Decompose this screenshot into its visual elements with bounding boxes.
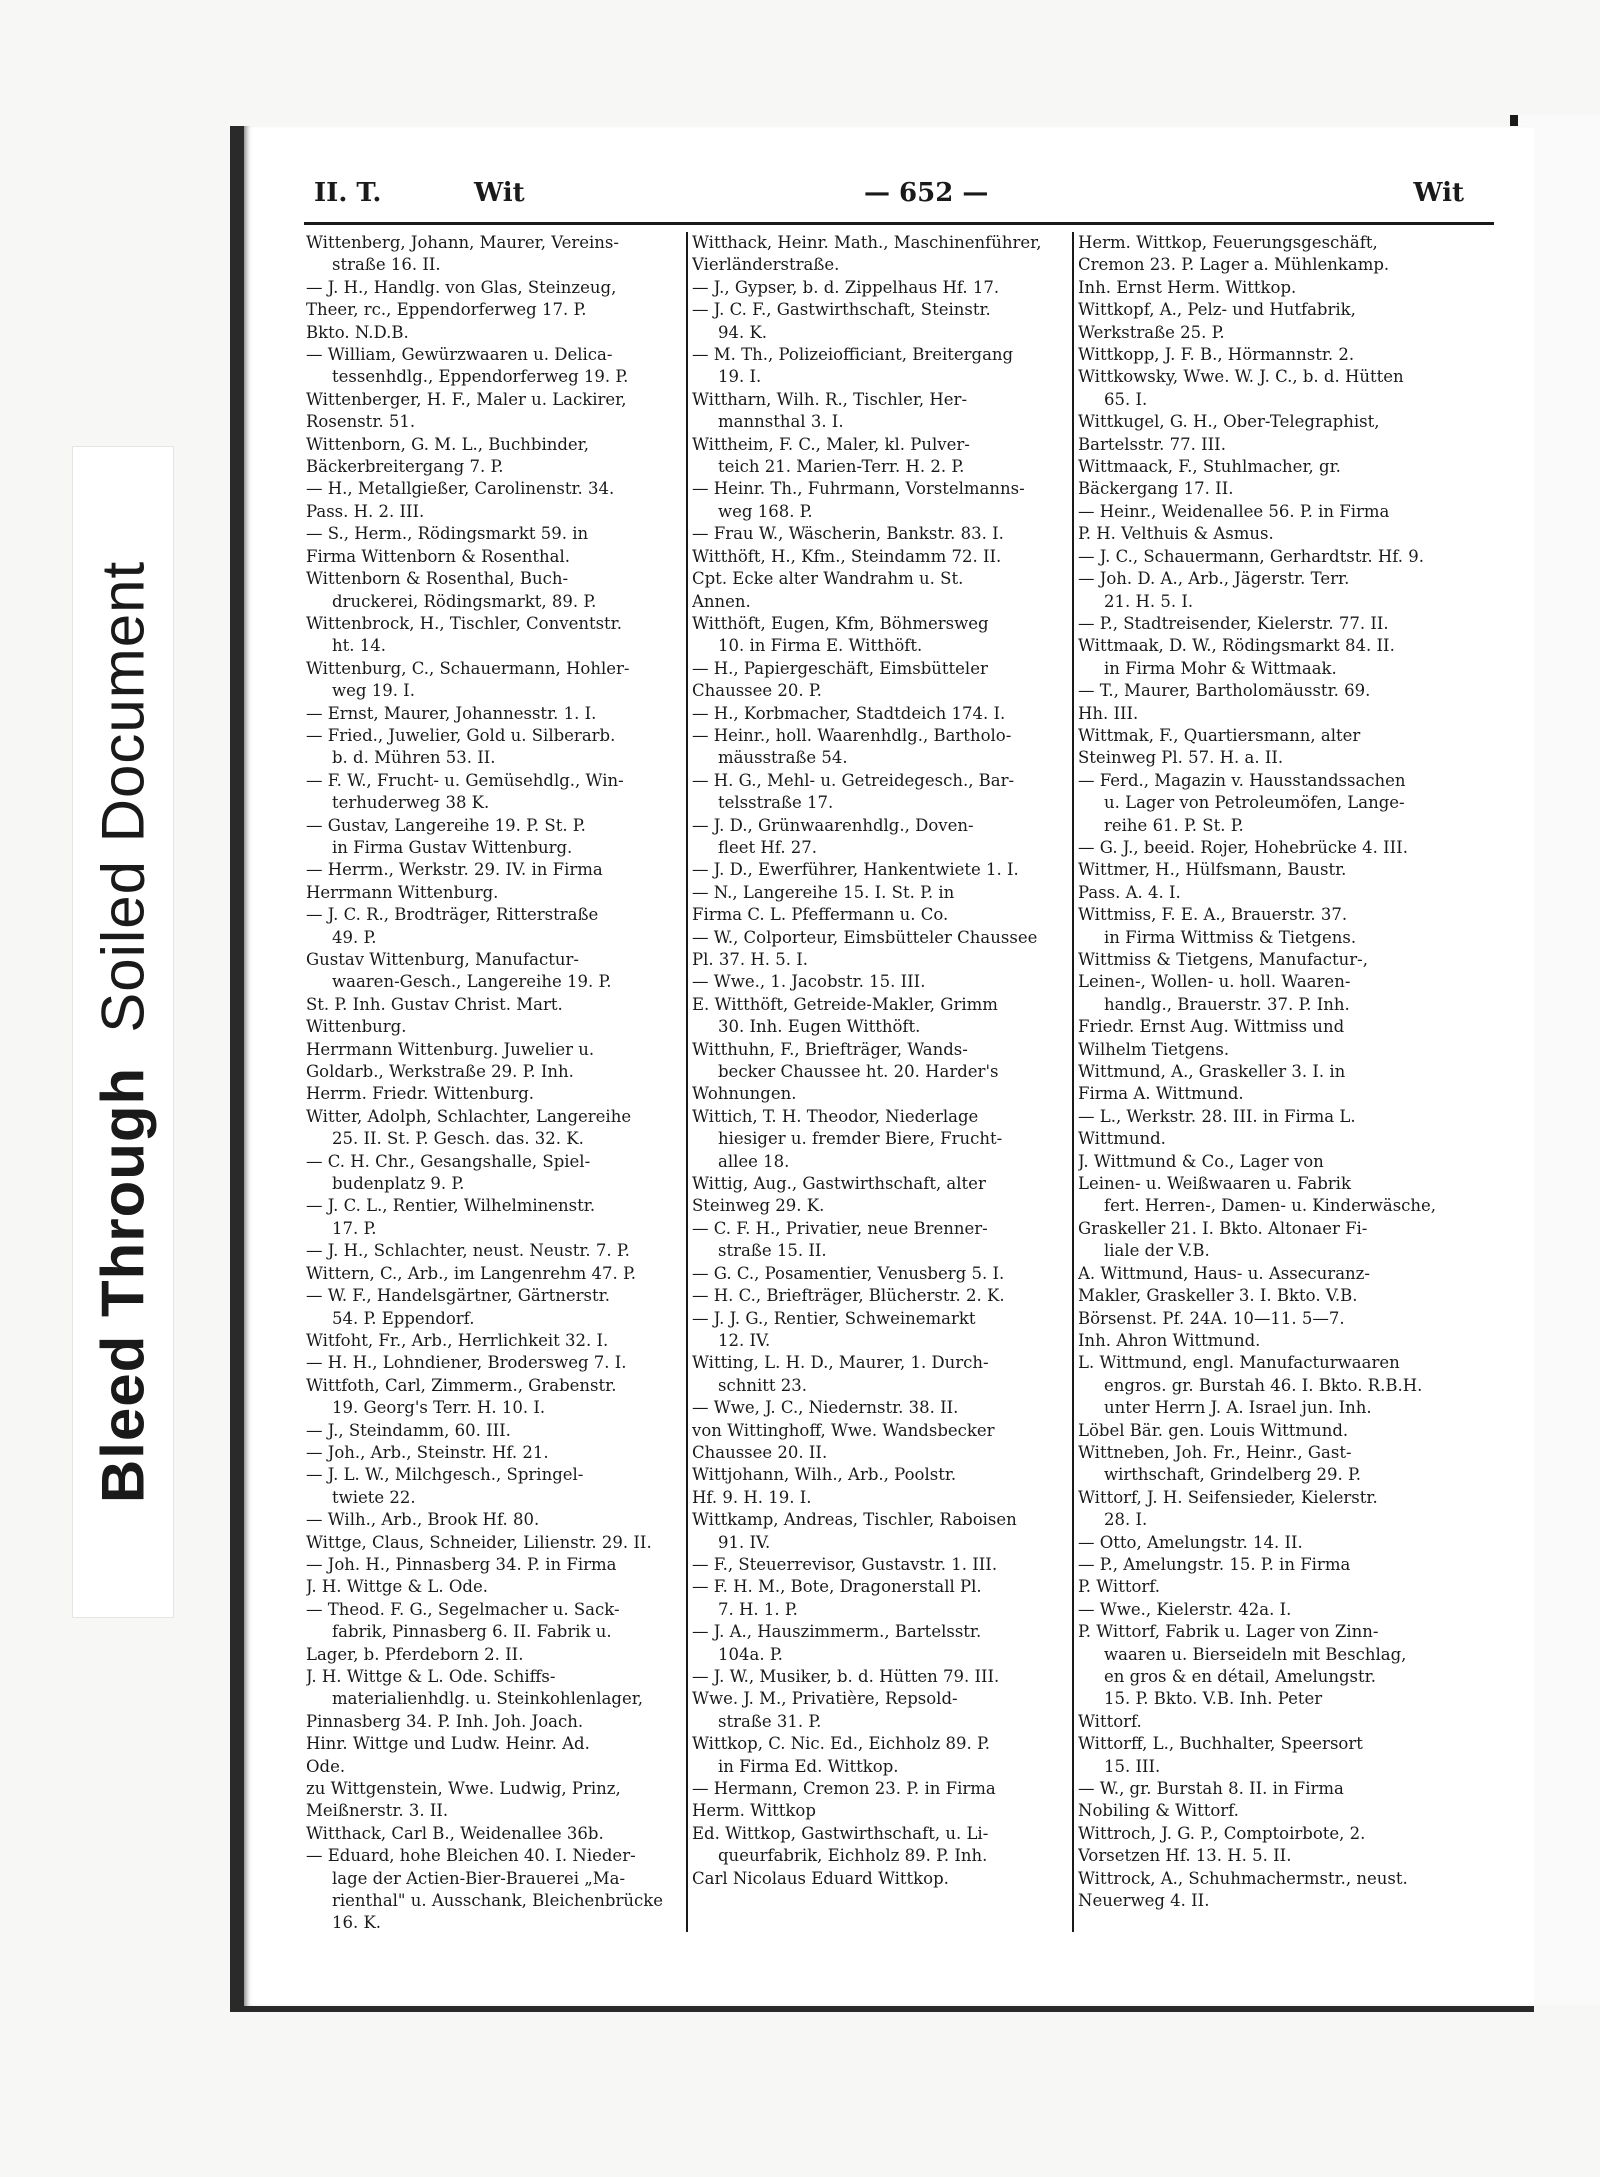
entry-line: Herrmann Wittenburg. xyxy=(306,882,499,902)
entry-line: — J. C. L., Rentier, Wilhelminenstr. xyxy=(306,1196,596,1216)
entry-line: Pl. 37. H. 5. I. xyxy=(692,950,808,969)
entry-line: 17. P. xyxy=(332,1218,377,1238)
entry-line: Wittrock, A., Schuhmachermstr., neust. xyxy=(1078,1868,1408,1888)
entry-line: — J., Steindamm, 60. III. xyxy=(306,1420,511,1440)
entry-line: Wittkopp, J. F. B., Hörmannstr. 2. xyxy=(1078,345,1355,365)
entry-line: 65. I. xyxy=(1104,389,1148,409)
entry-line: — H. G., Mehl- u. Getreidegesch., Bar- xyxy=(692,770,1015,790)
entry-line: — Theod. F. G., Segelmacher u. Sack- xyxy=(306,1599,620,1619)
entry-line: Witthöft, H., Kfm., Steindamm 72. II. xyxy=(692,546,1002,566)
entry-line: telsstraße 17. xyxy=(718,793,834,813)
entry-line: Firma C. L. Pfeffermann u. Co. xyxy=(692,905,949,925)
entry-line: Wittkamp, Andreas, Tischler, Raboisen xyxy=(692,1510,1017,1530)
entry-line: materialienhdlg. u. Steinkohlenlager, xyxy=(332,1689,644,1709)
entry-line: Wittmiss, F. E. A., Brauerstr. 37. xyxy=(1078,905,1348,925)
entry-line: mannsthal 3. I. xyxy=(718,412,844,432)
entry-line: 19. Georg's Terr. H. 10. I. xyxy=(332,1398,546,1418)
entry-line: — T., Maurer, Bartholomäusstr. 69. xyxy=(1078,681,1371,701)
directory-page xyxy=(230,126,1534,2012)
entry-line: Herrmann Wittenburg. Juwelier u. xyxy=(306,1039,595,1059)
entry-line: Hh. III. xyxy=(1078,703,1139,723)
entry-line: Wittenbrock, H., Tischler, Conventstr. xyxy=(306,613,623,633)
entry-line: — Eduard, hohe Bleichen 40. I. Nieder- xyxy=(306,1846,636,1866)
entry-line: Witfoht, Fr., Arb., Herrlichkeit 32. I. xyxy=(306,1330,609,1350)
entry-line: Wittfoth, Carl, Zimmerm., Grabenstr. xyxy=(306,1375,617,1395)
entry-line: druckerei, Rödingsmarkt, 89. P. xyxy=(332,591,597,611)
entry-line: Werkstraße 25. P. xyxy=(1078,322,1225,342)
entry-line: Wittharn, Wilh. R., Tischler, Her- xyxy=(692,389,968,409)
entry-line: — J. C. R., Brodträger, Ritterstraße xyxy=(306,905,599,925)
entry-line: schnitt 23. xyxy=(718,1375,807,1395)
entry-line: — H., Papiergeschäft, Eimsbütteler xyxy=(692,658,988,678)
entry-line: — J. A., Hauszimmerm., Bartelsstr. xyxy=(692,1622,982,1642)
entry-line: Wittroch, J. G. P., Comptoirbote, 2. xyxy=(1078,1823,1366,1843)
entry-line: P. H. Velthuis & Asmus. xyxy=(1078,524,1274,544)
entry-line: J. H. Wittge & L. Ode. Schiffs- xyxy=(306,1667,556,1686)
entry-line: Wilhelm Tietgens. xyxy=(1078,1039,1230,1059)
entry-line: — P., Stadtreisender, Kielerstr. 77. II. xyxy=(1078,613,1389,633)
entry-line: — S., Herm., Rödingsmarkt 59. in xyxy=(306,524,589,544)
entry-line: 10. in Firma E. Witthöft. xyxy=(718,636,923,656)
entry-line: Cpt. Ecke alter Wandrahm u. St. xyxy=(692,569,964,589)
entry-line: weg 19. I. xyxy=(332,681,415,701)
entry-line: 16. K. xyxy=(332,1913,382,1933)
entry-line: — Otto, Amelungstr. 14. II. xyxy=(1078,1532,1303,1552)
entry-line: Börsenst. Pf. 24A. 10—11. 5—7. xyxy=(1078,1308,1345,1328)
entry-line: Leinen- u. Weißwaaren u. Fabrik xyxy=(1078,1174,1351,1194)
entry-line: — C. F. H., Privatier, neue Brenner- xyxy=(692,1218,988,1238)
entry-line: — N., Langereihe 15. I. St. P. in xyxy=(692,882,955,902)
entry-line: 12. IV. xyxy=(718,1330,771,1350)
entry-line: Wittmak, F., Quartiersmann, alter xyxy=(1078,725,1361,745)
entry-line: in Firma Mohr & Wittmaak. xyxy=(1104,658,1337,678)
entry-line: — C. H. Chr., Gesangshalle, Spiel- xyxy=(306,1151,591,1171)
entry-line: Chaussee 20. II. xyxy=(692,1442,828,1462)
entry-line: — M. Th., Polizeiofficiant, Breitergang xyxy=(692,345,1014,365)
bleed-through-label: Bleed Through xyxy=(89,1066,157,1504)
entry-line: becker Chaussee ht. 20. Harder's xyxy=(718,1062,999,1082)
entry-line: Wittenburg. xyxy=(306,1017,407,1037)
volume-marker: II. T. xyxy=(314,178,382,208)
entry-line: — Gustav, Langereihe 19. P. St. P. xyxy=(306,815,586,835)
entry-line: — J. J. G., Rentier, Schweinemarkt xyxy=(692,1308,976,1328)
page-header xyxy=(314,178,1494,218)
entry-line: — William, Gewürzwaaren u. Delica- xyxy=(306,345,613,365)
entry-line: allee 18. xyxy=(718,1151,790,1171)
entry-line: handlg., Brauerstr. 37. P. Inh. xyxy=(1104,994,1350,1014)
entry-line: P. Wittorf. xyxy=(1078,1577,1161,1597)
entry-line: ht. 14. xyxy=(332,636,386,656)
entry-line: Wittenborn, G. M. L., Buchbinder, xyxy=(306,434,589,454)
entry-line: 49. P. xyxy=(332,927,377,947)
entry-line: Wittge, Claus, Schneider, Lilienstr. 29. II. xyxy=(306,1532,652,1552)
entry-line: — J. H., Handlg. von Glas, Steinzeug, xyxy=(306,277,617,297)
entry-line: J. H. Wittge & L. Ode. xyxy=(306,1577,488,1597)
entry-line: straße 15. II. xyxy=(718,1241,827,1261)
entry-line: — Frau W., Wäscherin, Bankstr. 83. I. xyxy=(692,524,1004,544)
entry-line: reihe 61. P. St. P. xyxy=(1104,815,1244,835)
entry-line: Wittenberger, H. F., Maler u. Lackirer, xyxy=(306,389,627,409)
entry-line: P. Wittorf, Fabrik u. Lager von Zinn- xyxy=(1078,1622,1379,1642)
entry-line: — Heinr. Th., Fuhrmann, Vorstelmanns- xyxy=(692,479,1025,499)
entry-line: L. Wittmund, engl. Manufacturwaaren xyxy=(1078,1353,1400,1373)
entry-line: Wittmer, H., Hülfsmann, Baustr. xyxy=(1078,860,1347,880)
entry-line: Chaussee 20. P. xyxy=(692,681,822,701)
entry-line: Wittkop, C. Nic. Ed., Eichholz 89. P. xyxy=(692,1734,990,1754)
entry-line: Gustav Wittenburg, Manufactur- xyxy=(306,950,579,969)
entry-line: in Firma Wittmiss & Tietgens. xyxy=(1104,927,1357,947)
entry-line: Goldarb., Werkstraße 29. P. Inh. xyxy=(306,1062,574,1082)
left-catchword: Wit xyxy=(474,178,525,208)
entry-line: — J. C., Schauermann, Gerhardtstr. Hf. 9. xyxy=(1078,546,1425,566)
entry-line: 91. IV. xyxy=(718,1532,771,1552)
entry-line: Friedr. Ernst Aug. Wittmiss und xyxy=(1078,1017,1345,1037)
entry-line: 15. III. xyxy=(1104,1756,1161,1776)
entry-line: A. Wittmund, Haus- u. Assecuranz- xyxy=(1078,1263,1370,1283)
entry-line: — J. L. W., Milchgesch., Springel- xyxy=(306,1465,584,1485)
entry-line: Wittenburg, C., Schauermann, Hohler- xyxy=(306,658,630,678)
entry-line: Pinnasberg 34. P. Inh. Joh. Joach. xyxy=(306,1711,584,1731)
entry-line: — F. W., Frucht- u. Gemüsehdlg., Win- xyxy=(306,770,624,790)
column-divider xyxy=(686,232,688,1932)
label-text xyxy=(89,561,158,1503)
entry-line: Firma Wittenborn & Rosenthal. xyxy=(306,546,570,566)
entry-line: Wittenberg, Johann, Maurer, Vereins- xyxy=(306,233,619,252)
entry-line: Wittneben, Joh. Fr., Heinr., Gast- xyxy=(1078,1442,1352,1462)
entry-line: Witter, Adolph, Schlachter, Langereihe xyxy=(306,1106,632,1126)
entry-line: Meißnerstr. 3. II. xyxy=(306,1801,449,1821)
entry-line: mäusstraße 54. xyxy=(718,748,848,768)
page-number: — 652 — xyxy=(864,178,989,208)
entry-line: fleet Hf. 27. xyxy=(718,837,818,857)
column-2 xyxy=(692,232,1072,1952)
entry-line: Ed. Wittkop, Gastwirthschaft, u. Li- xyxy=(692,1823,989,1843)
entry-line: — Ernst, Maurer, Johannesstr. 1. I. xyxy=(306,703,597,723)
entry-line: queurfabrik, Eichholz 89. P. Inh. xyxy=(718,1846,988,1866)
entry-line: Nobiling & Wittorf. xyxy=(1078,1801,1239,1821)
entry-line: — F. H. M., Bote, Dragonerstall Pl. xyxy=(692,1577,982,1597)
entry-line: Wittich, T. H. Theodor, Niederlage xyxy=(692,1106,979,1126)
entry-line: — Heinr., holl. Waarenhdlg., Bartholo- xyxy=(692,725,1012,745)
entry-line: Steinweg Pl. 57. H. a. II. xyxy=(1078,748,1284,768)
entry-line: Steinweg 29. K. xyxy=(692,1196,825,1216)
entry-line: — J. W., Musiker, b. d. Hütten 79. III. xyxy=(692,1667,1000,1686)
scan-condition-label xyxy=(72,446,174,1618)
entry-line: Witting, L. H. D., Maurer, 1. Durch- xyxy=(692,1353,989,1373)
entry-line: Lager, b. Pferdeborn 2. II. xyxy=(306,1644,524,1664)
entry-line: Firma A. Wittmund. xyxy=(1078,1084,1244,1104)
entry-line: — Ferd., Magazin v. Hausstandssachen xyxy=(1078,770,1406,790)
entry-line: tessenhdlg., Eppendorferweg 19. P. xyxy=(332,367,629,387)
entry-line: Ode. xyxy=(306,1756,346,1776)
entry-line: Makler, Graskeller 3. I. Bkto. V.B. xyxy=(1078,1286,1358,1306)
entry-line: Wohnungen. xyxy=(692,1084,797,1104)
entry-line: en gros & en détail, Amelungstr. xyxy=(1104,1667,1376,1686)
entry-line: — J. D., Ewerführer, Hankentwiete 1. I. xyxy=(692,860,1019,880)
entry-line: in Firma Gustav Wittenburg. xyxy=(332,837,573,857)
entry-line: 28. I. xyxy=(1104,1510,1148,1530)
entry-line: — Fried., Juwelier, Gold u. Silberarb. xyxy=(306,725,616,745)
entry-line: 104a. P. xyxy=(718,1644,783,1664)
entry-line: Herm. Wittkop xyxy=(692,1801,816,1821)
entry-line: — J. H., Schlachter, neust. Neustr. 7. P. xyxy=(306,1241,630,1261)
entry-line: — Wilh., Arb., Brook Hf. 80. xyxy=(306,1510,540,1530)
entry-line: — H., Metallgießer, Carolinenstr. 34. xyxy=(306,479,615,499)
entry-line: Theer, rc., Eppendorferweg 17. P. xyxy=(306,300,587,320)
entry-line: — H., Korbmacher, Stadtdeich 174. I. xyxy=(692,703,1006,723)
entry-line: E. Witthöft, Getreide-Makler, Grimm xyxy=(692,994,998,1014)
entry-line: 25. II. St. P. Gesch. das. 32. K. xyxy=(332,1129,584,1149)
entry-line: Witthöft, Eugen, Kfm, Böhmersweg xyxy=(692,613,989,633)
entry-line: Vorsetzen Hf. 13. H. 5. II. xyxy=(1078,1846,1292,1866)
column-divider xyxy=(1072,232,1074,1932)
entry-line: — Joh., Arb., Steinstr. Hf. 21. xyxy=(306,1442,549,1462)
entry-line: Wittkugel, G. H., Ober-Telegraphist, xyxy=(1078,412,1380,432)
column-3 xyxy=(1078,232,1478,1952)
entry-line: Bäckerbreitergang 7. P. xyxy=(306,457,504,477)
entry-line: weg 168. P. xyxy=(718,501,813,521)
entry-line: Inh. Ahron Wittmund. xyxy=(1078,1330,1261,1350)
entry-line: twiete 22. xyxy=(332,1487,416,1507)
entry-line: — G. J., beeid. Rojer, Hohebrücke 4. III. xyxy=(1078,837,1408,857)
entry-line: Wittmund, A., Graskeller 3. I. in xyxy=(1078,1062,1346,1082)
entry-line: waaren-Gesch., Langereihe 19. P. xyxy=(332,972,612,992)
entry-line: waaren u. Bierseideln mit Beschlag, xyxy=(1104,1644,1407,1664)
entry-line: fabrik, Pinnasberg 6. II. Fabrik u. xyxy=(332,1622,612,1642)
entry-line: — P., Amelungstr. 15. P. in Firma xyxy=(1078,1554,1351,1574)
entry-line: Wittenborn & Rosenthal, Buch- xyxy=(306,569,569,589)
entry-line: Wittern, C., Arb., im Langenrehm 47. P. xyxy=(306,1263,637,1283)
entry-line: von Wittinghoff, Wwe. Wandsbecker xyxy=(692,1420,995,1440)
entry-line: Herm. Wittkop, Feuerungsgeschäft, xyxy=(1078,233,1378,252)
entry-line: u. Lager von Petroleumöfen, Lange- xyxy=(1104,793,1405,813)
entry-line: — Herrm., Werkstr. 29. IV. in Firma xyxy=(306,860,603,880)
entry-line: — Wwe., Kielerstr. 42a. I. xyxy=(1078,1599,1292,1619)
entry-line: Rosenstr. 51. xyxy=(306,412,416,432)
entry-line: — Wwe, J. C., Niedernstr. 38. II. xyxy=(692,1398,959,1418)
entry-line: — H. H., Lohndiener, Brodersweg 7. I. xyxy=(306,1353,627,1373)
entry-line: terhuderweg 38 K. xyxy=(332,793,490,813)
entry-line: — J. D., Grünwaarenhdlg., Doven- xyxy=(692,815,974,835)
header-rule xyxy=(304,222,1494,225)
entry-line: — F., Steuerrevisor, Gustavstr. 1. III. xyxy=(692,1554,998,1574)
entry-line: — Joh. H., Pinnasberg 34. P. in Firma xyxy=(306,1554,617,1574)
entry-line: budenplatz 9. P. xyxy=(332,1174,465,1194)
entry-line: — W., Colporteur, Eimsbütteler Chaussee xyxy=(692,927,1038,947)
entry-line: J. Wittmund & Co., Lager von xyxy=(1078,1151,1324,1171)
entry-line: Löbel Bär. gen. Louis Wittmund. xyxy=(1078,1420,1349,1440)
entry-line: 94. K. xyxy=(718,322,768,342)
entry-line: rienthal" u. Ausschank, Bleichenbrücke xyxy=(332,1891,663,1911)
entry-line: — Wwe., 1. Jacobstr. 15. III. xyxy=(692,972,926,992)
entry-line: — H. C., Briefträger, Blücherstr. 2. K. xyxy=(692,1286,1005,1306)
entry-line: Leinen-, Wollen- u. holl. Waaren- xyxy=(1078,972,1351,992)
entry-line: Bäckergang 17. II. xyxy=(1078,479,1234,499)
entry-line: — Hermann, Cremon 23. P. in Firma xyxy=(692,1779,996,1799)
entry-line: Pass. H. 2. III. xyxy=(306,501,425,521)
entry-line: — W. F., Handelsgärtner, Gärtnerstr. xyxy=(306,1286,610,1306)
entry-line: Wwe. J. M., Privatière, Repsold- xyxy=(692,1689,958,1709)
entry-line: Witthuhn, F., Briefträger, Wands- xyxy=(692,1039,968,1059)
entry-line: Wittig, Aug., Gastwirthschaft, alter xyxy=(692,1174,986,1194)
entry-line: 19. I. xyxy=(718,367,762,387)
entry-line: — Joh. D. A., Arb., Jägerstr. Terr. xyxy=(1078,569,1350,589)
entry-line: Wittorf, J. H. Seifensieder, Kielerstr. xyxy=(1078,1487,1378,1507)
entry-line: — G. C., Posamentier, Venusberg 5. I. xyxy=(692,1263,1005,1283)
entry-line: Wittmaak, D. W., Rödingsmarkt 84. II. xyxy=(1078,636,1395,656)
entry-line: wirthschaft, Grindelberg 29. P. xyxy=(1104,1465,1362,1485)
entry-line: — Heinr., Weidenallee 56. P. in Firma xyxy=(1078,501,1390,521)
entry-line: b. d. Mühren 53. II. xyxy=(332,748,496,768)
entry-line: unter Herrn J. A. Israel jun. Inh. xyxy=(1104,1398,1372,1418)
entry-line: zu Wittgenstein, Wwe. Ludwig, Prinz, xyxy=(306,1779,621,1799)
entry-line: fert. Herren-, Damen- u. Kinderwäsche, xyxy=(1104,1196,1437,1216)
entry-line: Pass. A. 4. I. xyxy=(1078,882,1181,902)
entry-line: Annen. xyxy=(692,591,751,611)
entry-line: Bkto. N.D.B. xyxy=(306,322,409,342)
entry-line: 54. P. Eppendorf. xyxy=(332,1308,475,1328)
entry-line: Wittkopf, A., Pelz- und Hutfabrik, xyxy=(1078,300,1356,320)
entry-line: Witthack, Carl B., Weidenallee 36b. xyxy=(306,1823,604,1843)
entry-line: Wittjohann, Wilh., Arb., Poolstr. xyxy=(692,1465,957,1485)
entry-line: Wittmaack, F., Stuhlmacher, gr. xyxy=(1078,457,1341,477)
entry-line: Neuerweg 4. II. xyxy=(1078,1891,1210,1911)
entry-line: Carl Nicolaus Eduard Wittkop. xyxy=(692,1868,949,1888)
entry-line: Herrm. Friedr. Wittenburg. xyxy=(306,1084,535,1104)
entry-line: Cremon 23. P. Lager a. Mühlenkamp. xyxy=(1078,255,1390,275)
entry-line: Graskeller 21. I. Bkto. Altonaer Fi- xyxy=(1078,1218,1368,1238)
entry-line: straße 31. P. xyxy=(718,1711,822,1731)
entry-line: engros. gr. Burstah 46. I. Bkto. R.B.H. xyxy=(1104,1375,1423,1395)
soiled-document-label: Soiled Document xyxy=(89,560,157,1033)
entry-line: teich 21. Marien-Terr. H. 2. P. xyxy=(718,457,965,477)
entry-line: Wittkowsky, Wwe. W. J. C., b. d. Hütten xyxy=(1078,367,1404,387)
entry-line: — J. C. F., Gastwirthschaft, Steinstr. xyxy=(692,300,991,320)
entry-line: Wittmund. xyxy=(1078,1129,1166,1149)
entry-line: straße 16. II. xyxy=(332,255,441,275)
entry-line: — J., Gypser, b. d. Zippelhaus Hf. 17. xyxy=(692,277,1000,297)
entry-line: Hf. 9. H. 19. I. xyxy=(692,1487,812,1507)
entry-line: Hinr. Wittge und Ludw. Heinr. Ad. xyxy=(306,1734,590,1754)
entry-line: 30. Inh. Eugen Witthöft. xyxy=(718,1017,921,1037)
entry-line: liale der V.B. xyxy=(1104,1241,1210,1261)
entry-line: — W., gr. Burstah 8. II. in Firma xyxy=(1078,1779,1344,1799)
entry-line: 7. H. 1. P. xyxy=(718,1599,798,1619)
entry-line: Witthack, Heinr. Math., Maschinenführer, xyxy=(692,233,1042,252)
entry-line: Vierländerstraße. xyxy=(692,255,840,275)
entry-line: Wittorf. xyxy=(1078,1711,1142,1731)
entry-line: in Firma Ed. Wittkop. xyxy=(718,1756,899,1776)
entry-line: Wittmiss & Tietgens, Manufactur-, xyxy=(1078,950,1368,969)
entry-line: 21. H. 5. I. xyxy=(1104,591,1194,611)
entry-line: Bartelsstr. 77. III. xyxy=(1078,434,1226,454)
column-1 xyxy=(306,232,686,1952)
entry-line: 15. P. Bkto. V.B. Inh. Peter xyxy=(1104,1689,1323,1709)
right-catchword: Wit xyxy=(1413,178,1464,208)
entry-line: Wittheim, F. C., Maler, kl. Pulver- xyxy=(692,434,970,454)
entry-line: lage der Actien-Bier-Brauerei „Ma- xyxy=(332,1868,626,1888)
entry-line: hiesiger u. fremder Biere, Frucht- xyxy=(718,1129,1003,1149)
entry-line: — L., Werkstr. 28. III. in Firma L. xyxy=(1078,1106,1356,1126)
entry-line: Inh. Ernst Herm. Wittkop. xyxy=(1078,277,1297,297)
entry-line: St. P. Inh. Gustav Christ. Mart. xyxy=(306,994,563,1014)
entry-line: Wittorff, L., Buchhalter, Speersort xyxy=(1078,1734,1363,1754)
